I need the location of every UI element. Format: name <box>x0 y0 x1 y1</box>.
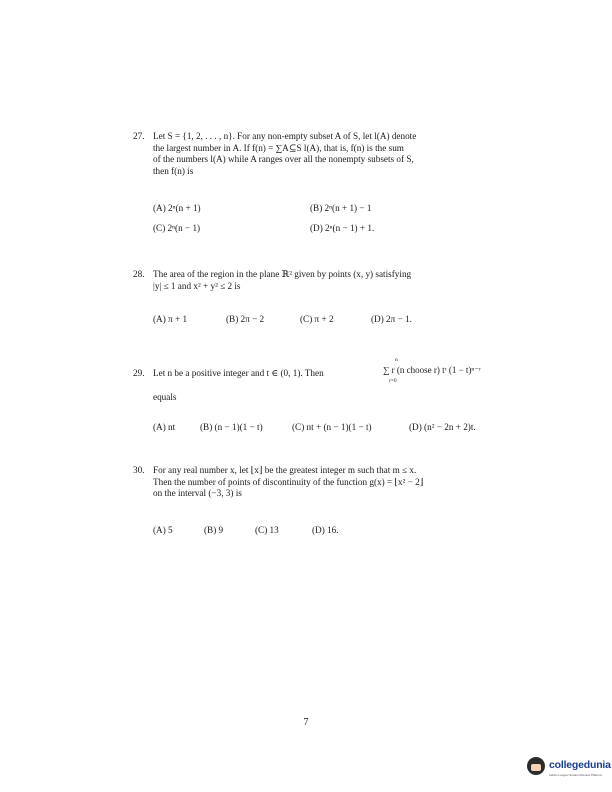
mascot-icon <box>527 757 545 775</box>
binomial-sum <box>383 357 513 387</box>
option-a: (A) π + 1 <box>153 314 188 324</box>
option-d: (D) 16. <box>312 525 339 535</box>
option-b: (B) 2π − 2 <box>226 314 265 324</box>
option-d: (D) (n² − 2n + 2)t. <box>409 422 476 432</box>
sum-expression: ∑ r (n choose r) tʳ (1 − t)ⁿ⁻ʳ <box>383 365 481 375</box>
option-c: (C) 2ⁿ(n − 1) <box>153 223 201 233</box>
stem-line: on the interval (−3, 3) is <box>153 488 242 499</box>
question-number: 27. <box>133 131 145 141</box>
stem-line: Let S = {1, 2, . . . , n}. For any non-empty subset A of S, let l(A) denote <box>153 131 417 141</box>
question-tail: equals <box>153 392 177 402</box>
question-number: 30. <box>133 465 145 475</box>
question-stem: Let n be a positive integer and t ∈ (0, 1). Then <box>153 368 324 378</box>
question-stem <box>153 131 495 177</box>
stem-line: The area of the region in the plane ℝ² given by points (x, y) satisfying <box>153 269 412 279</box>
question-stem <box>153 269 495 292</box>
option-d: (D) 2π − 1. <box>371 314 412 324</box>
page-number: 7 <box>303 717 309 728</box>
stem-line: then f(n) is <box>153 165 194 176</box>
question-stem <box>153 465 495 500</box>
option-a: (A) nt <box>153 422 176 432</box>
option-a: (A) 2ⁿ(n + 1) <box>153 203 201 213</box>
stem-line: Then the number of points of discontinuity of the function g(x) = ⌊x² − 2⌋ <box>153 476 424 487</box>
question-number: 29. <box>133 368 145 378</box>
option-d: (D) 2ⁿ(n − 1) + 1. <box>310 223 375 233</box>
sum-upper-limit: n <box>395 357 398 363</box>
sum-lower-limit: r=0 <box>389 378 397 384</box>
option-c: (C) 13 <box>255 525 279 535</box>
stem-line: |y| ≤ 1 and x² + y² ≤ 2 is <box>153 280 241 291</box>
logo-tagline: India's Largest Student Review Platform <box>549 773 603 777</box>
option-b: (B) 2ⁿ(n + 1) − 1 <box>310 203 372 213</box>
stem-line: For any real number x, let ⌊x⌋ be the greatest integer m such that m ≤ x. <box>153 465 417 475</box>
logo-brand: collegedunia <box>549 759 611 771</box>
collegedunia-logo <box>523 753 611 783</box>
option-b: (B) (n − 1)(1 − t) <box>200 422 263 432</box>
question-number: 28. <box>133 269 145 279</box>
option-a: (A) 5 <box>153 525 173 535</box>
option-c: (C) nt + (n − 1)(1 − t) <box>292 422 372 432</box>
stem-line: of the numbers l(A) while A ranges over all the nonempty subsets of S, <box>153 154 414 165</box>
option-c: (C) π + 2 <box>300 314 334 324</box>
option-b: (B) 9 <box>204 525 224 535</box>
stem-line: the largest number in A. If f(n) = ∑A⊆S l(A), that is, f(n) is the sum <box>153 142 404 153</box>
